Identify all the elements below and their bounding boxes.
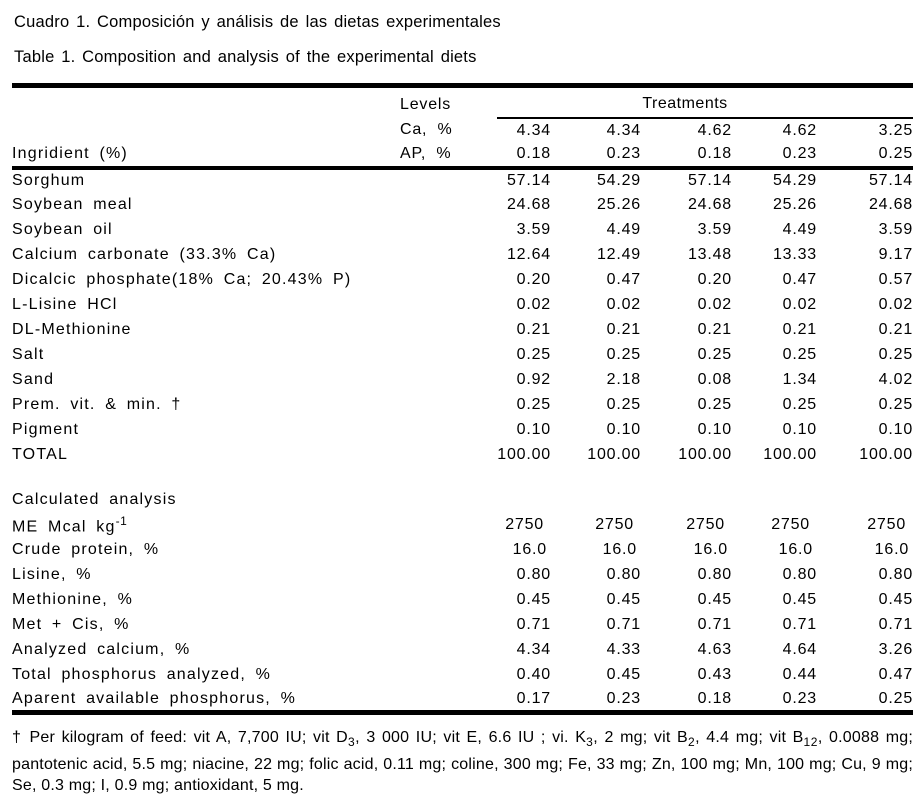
row-label: Methionine, % [12, 591, 133, 608]
value-cell [817, 218, 913, 243]
table-row [12, 268, 913, 293]
value: 25.26 [596, 196, 641, 213]
row-label: TOTAL [12, 446, 69, 463]
value-cell [551, 318, 641, 343]
value-cell [551, 563, 641, 588]
table-row [12, 663, 913, 688]
table-row [12, 418, 913, 443]
table-row [12, 193, 913, 218]
calcium-level-label: Ca, % [400, 121, 453, 138]
value-cell [551, 268, 641, 293]
value: 0.47 [782, 271, 817, 288]
value: 2750 [595, 516, 634, 533]
value: 0.21 [606, 321, 641, 338]
value: 4.02 [878, 371, 914, 388]
value-cell [551, 193, 641, 218]
value: 24.68 [687, 196, 732, 213]
value: 0.45 [606, 666, 641, 683]
value: 0.20 [697, 271, 732, 288]
value: 0.10 [878, 421, 914, 438]
value: 0.45 [782, 591, 817, 608]
row-label: Met + Cis, % [12, 616, 130, 633]
value-cell [641, 588, 732, 613]
subscript: 2 [687, 735, 696, 750]
value: 24.68 [506, 196, 551, 213]
value-cell [641, 368, 732, 393]
value: 0.71 [516, 616, 551, 633]
row-label: Crude protein, % [12, 541, 160, 558]
value-cell [817, 193, 913, 218]
value: 0.47 [606, 271, 641, 288]
value: 0.20 [516, 271, 551, 288]
value: 12.49 [596, 246, 641, 263]
value-cell [641, 268, 732, 293]
value-cell [551, 368, 641, 393]
table-row [12, 243, 913, 268]
value-cell [641, 318, 732, 343]
value-cell [497, 343, 551, 368]
value-cell [497, 588, 551, 613]
value-cell [732, 418, 817, 443]
value-cell [497, 193, 551, 218]
value: 0.45 [606, 591, 641, 608]
value-cell [497, 393, 551, 418]
row-label: Dicalcic phosphate(18% Ca; 20.43% P) [12, 271, 352, 288]
value-cell [641, 613, 732, 638]
value-cell [497, 513, 551, 538]
value-cell [732, 243, 817, 268]
row-label: Pigment [12, 421, 80, 438]
value: 0.44 [782, 666, 817, 683]
value: 0.45 [697, 591, 732, 608]
footnote [12, 727, 913, 797]
value-cell [497, 638, 551, 663]
phosphorus-level-label: AP, % [400, 143, 497, 168]
value-cell [732, 613, 817, 638]
value-cell [817, 143, 913, 168]
value-cell [641, 418, 732, 443]
value: 54.29 [772, 172, 817, 189]
value: 0.71 [782, 616, 817, 633]
value-cell [817, 393, 913, 418]
subscript: 3 [586, 735, 594, 750]
value: 0.25 [878, 346, 914, 363]
value: 4.49 [782, 221, 817, 238]
value-cell [732, 118, 817, 143]
ingredient-column-header: Ingridient (%) [12, 143, 400, 168]
value: 0.25 [606, 396, 641, 413]
value: 2750 [686, 516, 725, 533]
value-cell [817, 443, 913, 468]
table-row [12, 538, 913, 563]
value-cell [497, 418, 551, 443]
value: 54.29 [596, 172, 641, 189]
value: 0.18 [697, 145, 732, 162]
table-row [12, 343, 913, 368]
value: 0.10 [782, 421, 817, 438]
value: 0.02 [606, 296, 641, 313]
value-cell [551, 588, 641, 613]
value-cell [641, 243, 732, 268]
header-group-row [12, 86, 913, 118]
row-label: Soybean oil [12, 221, 113, 238]
table-body [12, 168, 913, 713]
value-cell [497, 268, 551, 293]
value: 0.80 [782, 566, 817, 583]
value-cell [497, 688, 551, 713]
value: 0.25 [782, 396, 817, 413]
table-row [12, 318, 913, 343]
value-cell [497, 613, 551, 638]
value: 100.00 [587, 446, 641, 463]
value: 0.43 [697, 666, 732, 683]
value: 57.14 [868, 172, 914, 189]
subscript: 12 [803, 735, 818, 750]
title-english: Table 1. Composition and analysis of the experimental diets [14, 48, 477, 66]
value-cell [641, 443, 732, 468]
value: 0.10 [606, 421, 641, 438]
value-cell [497, 663, 551, 688]
value-cell [551, 418, 641, 443]
value: 3.26 [878, 641, 914, 658]
table-row [12, 368, 913, 393]
value: 100.00 [763, 446, 817, 463]
value: 0.23 [606, 689, 641, 707]
value: 16.0 [602, 541, 637, 558]
value: 1.34 [782, 371, 817, 388]
table-row [12, 563, 913, 588]
value-cell [641, 563, 732, 588]
value-cell [497, 368, 551, 393]
value: 13.48 [687, 246, 732, 263]
value-cell [732, 318, 817, 343]
calcium-level-row [12, 118, 913, 143]
table-row [12, 588, 913, 613]
table-row [12, 513, 913, 538]
value: 0.02 [878, 296, 914, 313]
value: 0.21 [782, 321, 817, 338]
value-cell [497, 143, 551, 168]
value-cell [497, 118, 551, 143]
treatments-header-label: Treatments [642, 94, 728, 112]
value-cell [732, 293, 817, 318]
value: 0.80 [516, 566, 551, 583]
table-row [12, 168, 913, 193]
value: 0.23 [782, 145, 817, 162]
value: 2.18 [606, 371, 641, 388]
value-cell [551, 513, 641, 538]
value: 100.00 [497, 446, 551, 463]
value-cell [497, 218, 551, 243]
value: 0.25 [878, 145, 914, 162]
value-cell [497, 538, 551, 563]
value-cell [641, 688, 732, 713]
value-cell [497, 293, 551, 318]
value-cell [551, 443, 641, 468]
value-cell [551, 638, 641, 663]
section-header-row-calculated-analysis [12, 488, 913, 513]
value-cell [732, 688, 817, 713]
table-row [12, 443, 913, 468]
value: 0.71 [697, 616, 732, 633]
table-row [12, 293, 913, 318]
superscript: -1 [115, 513, 128, 528]
row-label: Salt [12, 346, 45, 363]
value: 0.21 [516, 321, 551, 338]
value: 2750 [505, 516, 544, 533]
value-cell [732, 268, 817, 293]
value-cell [641, 218, 732, 243]
value-cell [817, 293, 913, 318]
value-cell [641, 118, 732, 143]
value-cell [732, 218, 817, 243]
text-segment: , 2 mg; vit B [593, 729, 688, 746]
value-cell [817, 513, 913, 538]
value: 0.25 [782, 346, 817, 363]
value: 4.34 [606, 121, 641, 139]
row-label: Prem. vit. & min. † [12, 396, 182, 413]
value-cell [641, 343, 732, 368]
subscript: 3 [347, 735, 356, 750]
value: 0.80 [878, 566, 914, 583]
row-label: DL-Methionine [12, 321, 132, 338]
value: 0.71 [606, 616, 641, 633]
value: 0.71 [878, 616, 914, 633]
value: 3.59 [878, 221, 914, 238]
value: 4.33 [606, 641, 641, 658]
value-cell [817, 268, 913, 293]
phosphorus-level-row [12, 143, 913, 168]
row-label: Sorghum [12, 172, 86, 189]
value-cell [551, 118, 641, 143]
row-label: Analyzed calcium, % [12, 641, 191, 658]
value: 0.02 [516, 296, 551, 313]
value-cell [641, 538, 732, 563]
empty-cell [12, 468, 913, 488]
value-cell [817, 638, 913, 663]
text-segment: ME Mcal kg [12, 518, 116, 536]
value: 0.18 [697, 689, 732, 707]
row-label: Aparent available phosphorus, % [12, 689, 297, 707]
value-cell [497, 318, 551, 343]
empty-cell [12, 118, 400, 143]
levels-header: Levels [400, 95, 452, 113]
value: 57.14 [687, 172, 732, 189]
value: 0.80 [697, 566, 732, 583]
value: 12.64 [506, 246, 551, 263]
value-cell [732, 443, 817, 468]
value-cell [732, 513, 817, 538]
text-segment: , 4.4 mg; vit B [695, 729, 804, 746]
title-spanish: Cuadro 1. Composición y análisis de las dietas experimentales [14, 13, 501, 31]
value-cell [641, 393, 732, 418]
value: 9.17 [878, 246, 914, 263]
value-cell [497, 243, 551, 268]
value-cell [497, 563, 551, 588]
value-cell [551, 143, 641, 168]
value-cell [497, 443, 551, 468]
value-cell [817, 613, 913, 638]
value-cell [641, 663, 732, 688]
value-cell [551, 168, 641, 193]
value: 4.64 [782, 641, 817, 658]
value-cell [551, 663, 641, 688]
value-cell [817, 368, 913, 393]
value: 0.25 [878, 396, 914, 413]
value: 4.49 [606, 221, 641, 238]
text-segment: , 3 000 IU; vit E, 6.6 IU ; vi. K [355, 729, 587, 746]
value-cell [732, 638, 817, 663]
row-label: L-Lisine HCl [12, 296, 118, 313]
value: 13.33 [772, 246, 817, 263]
value: 0.17 [516, 689, 551, 707]
value: 100.00 [678, 446, 732, 463]
value: 0.25 [697, 346, 732, 363]
table-row [12, 393, 913, 418]
value: 0.23 [606, 145, 641, 162]
value: 0.21 [697, 321, 732, 338]
value: 0.08 [697, 371, 732, 388]
value-cell [551, 538, 641, 563]
value-cell [497, 168, 551, 193]
value-cell [732, 368, 817, 393]
value: 4.34 [516, 641, 551, 658]
value: 0.10 [516, 421, 551, 438]
table-row [12, 218, 913, 243]
value: 24.68 [868, 196, 914, 213]
section-header-label: Calculated analysis [12, 491, 177, 508]
row-label: Calcium carbonate (33.3% Ca) [12, 246, 277, 263]
value: 0.25 [878, 689, 914, 707]
value-cell [732, 588, 817, 613]
value: 0.25 [516, 346, 551, 363]
value: 0.25 [697, 396, 732, 413]
value-cell [551, 343, 641, 368]
value-cell [641, 193, 732, 218]
value: 0.10 [697, 421, 732, 438]
value: 0.02 [697, 296, 732, 313]
value-cell [732, 538, 817, 563]
value-cell [641, 638, 732, 663]
value-cell [817, 318, 913, 343]
value-cell [817, 688, 913, 713]
row-label: Lisine, % [12, 566, 92, 583]
value: 16.0 [778, 541, 813, 558]
value-cell [551, 243, 641, 268]
row-label [12, 513, 497, 538]
value-cell [732, 663, 817, 688]
value: 0.45 [516, 591, 551, 608]
value-cell [817, 418, 913, 443]
value: 3.59 [697, 221, 732, 238]
treatments-header [497, 86, 913, 118]
row-label: Soybean meal [12, 196, 133, 213]
value: 0.45 [878, 591, 914, 608]
value-cell [732, 563, 817, 588]
value-cell [551, 293, 641, 318]
table-row [12, 688, 913, 713]
value: 57.14 [506, 172, 551, 189]
value: 0.25 [606, 346, 641, 363]
spacer-row [12, 468, 913, 488]
value: 16.0 [512, 541, 547, 558]
value: 4.63 [697, 641, 732, 658]
value-cell [732, 393, 817, 418]
value: 3.25 [878, 121, 914, 139]
empty-cell [12, 86, 400, 118]
value-cell [551, 613, 641, 638]
value: 4.62 [782, 121, 817, 139]
value-cell [817, 563, 913, 588]
value: 0.92 [516, 371, 551, 388]
value-cell [732, 143, 817, 168]
value: 4.34 [516, 121, 551, 139]
value: 25.26 [772, 196, 817, 213]
value-cell [641, 143, 732, 168]
value-cell [551, 218, 641, 243]
value: 4.62 [697, 121, 732, 139]
value: 0.02 [782, 296, 817, 313]
value-cell [817, 538, 913, 563]
diet-composition-table [12, 83, 913, 715]
value: 100.00 [859, 446, 914, 463]
value: 16.0 [693, 541, 728, 558]
row-label: Total phosphorus analyzed, % [12, 666, 272, 683]
table-row [12, 613, 913, 638]
value-cell [641, 293, 732, 318]
value: 0.25 [516, 396, 551, 413]
row-label: Sand [12, 371, 55, 388]
value-cell [817, 343, 913, 368]
value-cell [732, 343, 817, 368]
value: 0.57 [878, 271, 914, 288]
value: 16.0 [874, 541, 910, 558]
value-cell [817, 588, 913, 613]
text-segment: † Per kilogram of feed: vit A, 7,700 IU; vit D [12, 729, 348, 746]
text-segment: , 0.0088 mg; pantotenic acid, 5.5 mg; niacine, 22 mg; folic acid, 0.11 mg; coline, 300 mg; Fe, 33 mg; Zn, 100 mg; Mn, 100 mg; Cu, 9 mg; Se, 0.3 mg; I, 0.9 mg; antioxidant, 5 mg. [12, 729, 914, 795]
value: 0.47 [878, 666, 914, 683]
value-cell [551, 688, 641, 713]
value: 2750 [867, 516, 907, 533]
value-cell [641, 168, 732, 193]
value: 0.23 [782, 689, 817, 707]
value-cell [732, 193, 817, 218]
value-cell [817, 663, 913, 688]
value-cell [641, 513, 732, 538]
value-cell [817, 168, 913, 193]
value: 0.21 [878, 321, 914, 338]
value-cell [551, 393, 641, 418]
value-cell [817, 243, 913, 268]
value-cell [732, 168, 817, 193]
table-row [12, 638, 913, 663]
value: 3.59 [516, 221, 551, 238]
value: 2750 [771, 516, 810, 533]
value: 0.18 [516, 145, 551, 162]
value: 0.40 [516, 666, 551, 683]
value: 0.80 [606, 566, 641, 583]
value-cell [817, 118, 913, 143]
